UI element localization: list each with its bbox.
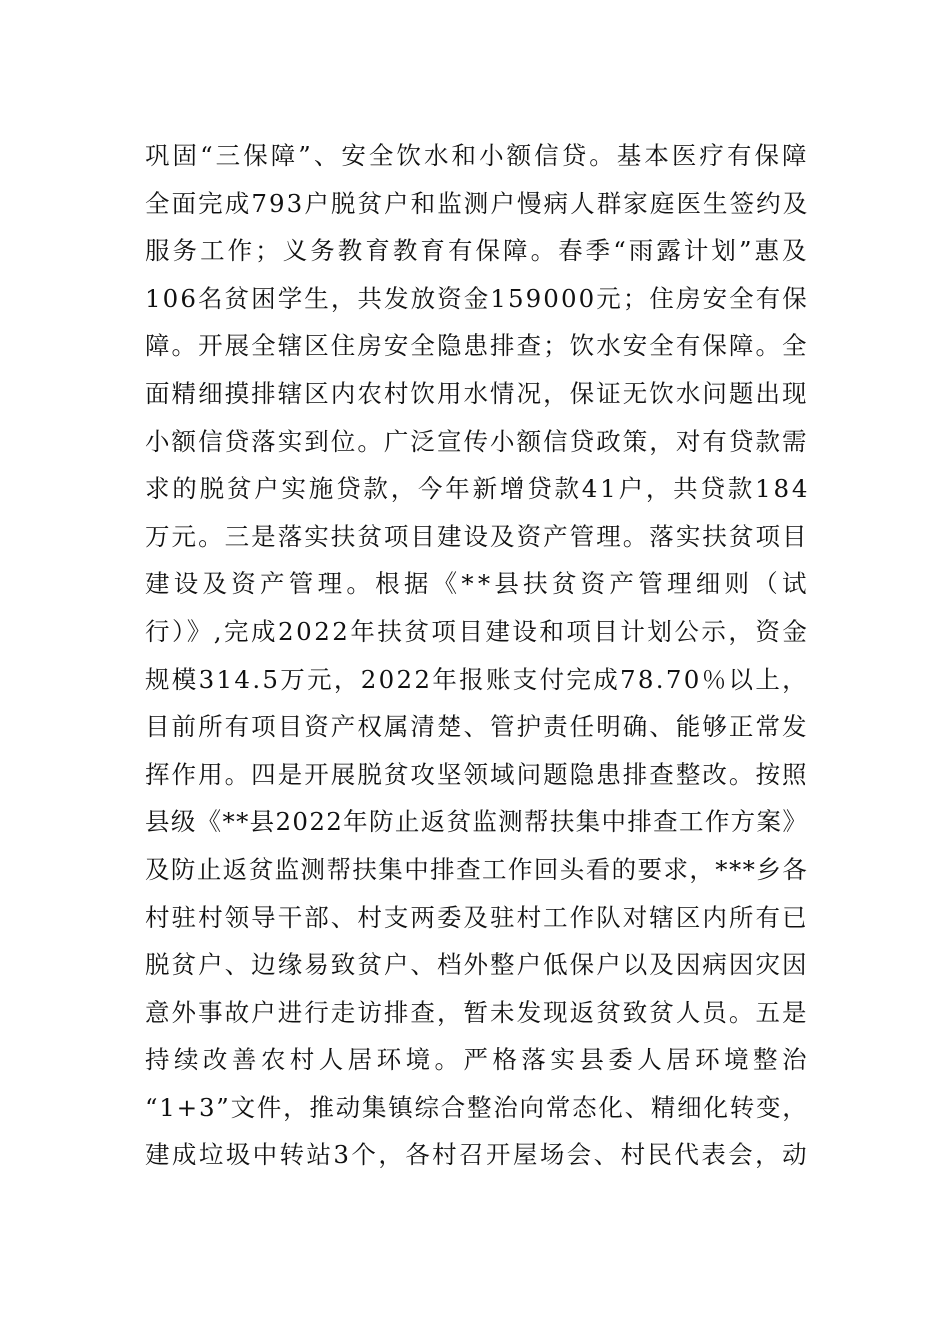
text-line: 全面完成793户脱贫户和监测户慢病人群家庭医生签约及 <box>145 188 810 218</box>
text-line: 服务工作；义务教育教育有保障。春季“雨露计划”惠及 <box>145 236 810 266</box>
text-line: 障。开展全辖区住房安全隐患排查；饮水安全有保障。全 <box>145 331 809 361</box>
text-line: 意外事故户进行走访排查，暂未发现返贫致贫人员。五是 <box>145 997 809 1027</box>
text-line: 建设及资产管理。根据《**县扶贫资产管理细则（试 <box>145 569 811 599</box>
text-line: “1+3”文件，推动集镇综合整治向常态化、精细化转变， <box>145 1092 809 1122</box>
text-line: 目前所有项目资产权属清楚、管护责任明确、能够正常发 <box>145 712 809 742</box>
text-line: 及防止返贫监测帮扶集中排查工作回头看的要求，***乡各 <box>145 854 809 884</box>
text-line: 脱贫户、边缘易致贫户、档外整户低保户以及因病因灾因 <box>145 950 809 980</box>
body-paragraph <box>145 132 811 1179</box>
text-line: 县级《**县2022年防止返贫监测帮扶集中排查工作方案》 <box>145 807 809 837</box>
text-line: 万元。三是落实扶贫项目建设及资产管理。落实扶贫项目 <box>145 521 809 551</box>
text-line: 面精细摸排辖区内农村饮用水情况，保证无饮水问题出现 <box>145 378 809 408</box>
text-line: 行）》,完成2022年扶贫项目建设和项目计划公示，资金 <box>145 616 810 646</box>
text-line: 小额信贷落实到位。广泛宣传小额信贷政策，对有贷款需 <box>145 426 809 456</box>
text-line: 规模314.5万元，2022年报账支付完成78.70％以上， <box>145 664 809 694</box>
text-line: 村驻村领导干部、村支两委及驻村工作队对辖区内所有已 <box>145 902 809 932</box>
text-line: 106名贫困学生，共发放资金159000元；住房安全有保 <box>145 283 809 313</box>
text-line: 挥作用。四是开展脱贫攻坚领域问题隐患排查整改。按照 <box>145 759 809 789</box>
text-line: 持续改善农村人居环境。严格落实县委人居环境整治 <box>145 1045 811 1075</box>
text-line: 建成垃圾中转站3个，各村召开屋场会、村民代表会，动 <box>145 1140 810 1170</box>
text-line: 巩固“三保障”、安全饮水和小额信贷。基本医疗有保障 <box>145 141 810 170</box>
text-line: 求的脱贫户实施贷款，今年新增贷款41户，共贷款184 <box>145 474 811 504</box>
